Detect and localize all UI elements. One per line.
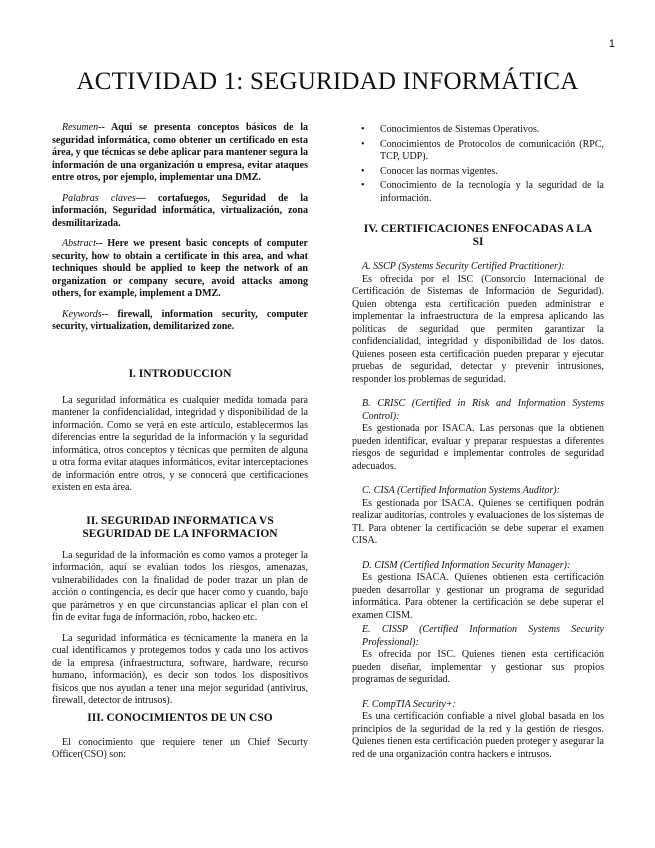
abstract-text: -- Here we present basic concepts of computer security, how to obtain a certificate in this area, and what techniques should be applied to keep the network of an organization or company secure, avoid attacks among others, for example, implement a DMZ. xyxy=(52,238,308,299)
section-2-title-line2: SEGURIDAD DE LA INFORMACION xyxy=(82,527,278,540)
list-item: • Conocimientos de Protocolos de comunicación (RPC, TCP, UDP). xyxy=(361,138,604,162)
cert-text-cisa: Es gestionada por ISACA. Quienes se certifiquen podrán realizar auditorías, controles y evaluaciones de los sistemas de TI. Para obtener la certificación se debe superar el examen CISA. xyxy=(352,497,604,546)
palabras-claves-text: — cortafuegos, Seguridad de la información, Seguridad informática, virtualización, zona desmilitarizada. xyxy=(52,192,309,229)
section-3-paragraph: El conocimiento que requiere tener un Chief Securty Officer(CSO) son: xyxy=(52,736,308,760)
section-2-title-line1: II. SEGURIDAD INFORMATICA VS xyxy=(86,514,274,527)
cert-text-cissp: Es ofrecida por ISC. Quienes tienen esta certificación pueden diseñar, implementar y gestionar sus propios programas de seguridad. xyxy=(352,649,604,685)
resumen-paragraph xyxy=(52,122,308,185)
list-item: • Conocimientos de Sistemas Operativos. xyxy=(361,124,540,135)
resumen-label: Resumen xyxy=(62,122,99,133)
cso-knowledge-list xyxy=(352,124,604,205)
section-4-title-line1: IV. CERTIFICACIONES ENFOCADAS A LA xyxy=(363,223,593,235)
cert-text-comptia: Es una certificación confiable a nivel global basada en los principios de la seguridad de la red y la gestión de riesgos. Quienes tienen esta certificación pueden proteger y asegurar la red de una organización contra hackers e intrusos. xyxy=(352,711,604,760)
section-2-paragraph-2: La seguridad informática es técnicamente la manera en la cual identificamos y protegemos todos y cada uno los activos de la empresa (infraestructura, software, hardware, recurso humano, información), es decir son todos los dispositivos físicos que nos ayudan a tener una mejor seguridad (antivirus, firewall, detector de intrusos). xyxy=(52,632,308,706)
right-column xyxy=(352,124,604,761)
palabras-claves-paragraph xyxy=(52,193,308,231)
paper-title: ACTIVIDAD 1: SEGURIDAD INFORMÁTICA xyxy=(76,68,579,95)
cert-heading-cisa: C. CISA (Certified Information Systems Auditor): xyxy=(362,485,560,496)
cert-text-sscp: Es ofrecida por el ISC (Consorcio Internacional de Certificación de Sistemas de Información de Seguridad). Quien obtenga esta certificación pueden administrar e implementar la infraestructura de la empresa aplicando las políticas de seguridad que permiten garantizar la confidencialidad, integridad y disponibilidad de los datos. Quienes poseen esta certificación pueden preparar y ejecutar pruebas de seguridad, detectar y prevenir intrusiones, responder los problemas de seguridad. xyxy=(352,273,604,385)
keywords-label: Keywords xyxy=(62,308,102,320)
cert-heading-comptia: F. CompTIA Security+: xyxy=(362,698,456,710)
section-3-title: III. CONOCIMIENTOS DE UN CSO xyxy=(87,711,273,724)
abstract-label: Abstract xyxy=(62,238,96,249)
section-2-paragraph-1: La seguridad de la información es como vamos a proteger la información, aquí se evalúan todos los riesgos, amenazas, vulnerabilidades con la finalidad de poder trazar un plan de acción o contingencia, es decir que hacer como y cuando, bajo que parámetros y en que circunstancias aplicar el plan con el fin de evitar fuga de información, robo, hackeo etc. xyxy=(52,549,308,623)
resumen-text: -- Aquí se presenta conceptos básicos de la seguridad informática, como obtener un certificado en esta área, y que técnicas se debe aplicar para mantener segura la información de una organización u empresa, evitar ataques entre otros, por ejemplo, implementar una DMZ. xyxy=(52,122,308,183)
cert-text-crisc: Es gestionada por ISACA. Las personas que la obtienen pueden identificar, evaluar y preparar respuestas a diferentes riesgos de seguridad e implementar controles de seguridad adecuados. xyxy=(352,423,604,472)
page-number: 1 xyxy=(608,38,615,50)
cert-heading-crisc: B. CRISC (Certified in Risk and Information Systems Control): xyxy=(362,398,604,422)
cert-heading-cissp: E. CISSP (Certified Information Systems Security Professional): xyxy=(362,624,604,648)
section-4-title-line2: SI xyxy=(472,236,484,248)
keywords-text: -- firewall, information security, computer security, virtualization, demilitarized zone. xyxy=(52,308,308,332)
palabras-claves-label: Palabras claves xyxy=(62,192,136,204)
left-column xyxy=(52,122,308,762)
list-item: • Conocer las normas vigentes. xyxy=(361,165,498,177)
cert-heading-sscp: A. SSCP (Systems Security Certified Practitioner): xyxy=(362,261,565,272)
cert-heading-cism: D. CISM (Certified Information Security Manager): xyxy=(362,559,571,571)
list-item: • Conocimiento de la tecnología y la seguridad de la información. xyxy=(361,180,604,204)
section-1-title: I. INTRODUCCION xyxy=(128,367,232,380)
cert-text-cism: Es gestiona ISACA. Quienes obtienen esta certificación pueden desarrollar y gestionar un programa de seguridad informática. Para obtener la certificación se debe superar el examen CISM. xyxy=(352,572,604,621)
abstract-paragraph xyxy=(52,238,308,301)
section-1-paragraph: La seguridad informática es cualquier medida tomada para mantener la confidencialidad, integridad y disponibilidad de la información. Como se verá en este artículo, establecermos las diferencias entre la seguridad de la información y la seguridad informática, otros conceptos y técnicas que permiten de alguna u otra forma evitar ataques informáticos, evitar interceptaciones de información entre otros, y se conocerá que certificaciones existen en esta área. xyxy=(52,394,308,493)
keywords-paragraph xyxy=(52,309,308,334)
